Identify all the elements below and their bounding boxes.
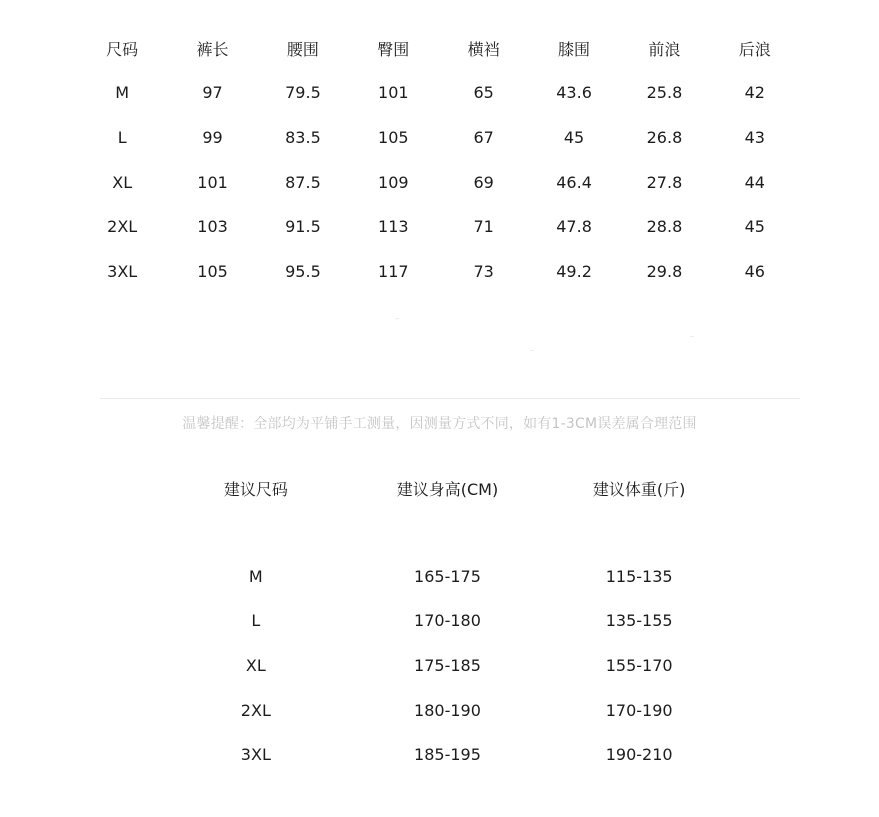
header-back-rise: 后浪 (738, 39, 771, 59)
header-recommended-weight: 建议体重(斤) (592, 479, 686, 499)
pants-length-cell: 103 (197, 217, 228, 237)
header-front-rise: 前浪 (648, 39, 681, 59)
knee-cell: 49.2 (556, 261, 592, 281)
table-row (160, 599, 735, 644)
back-rise-cell: 42 (744, 83, 765, 103)
measurement-table (77, 26, 800, 294)
height-cell: 170-180 (414, 611, 481, 631)
header-hip: 臀围 (377, 39, 410, 59)
height-cell: 175-185 (414, 655, 481, 675)
recommendation-header-row (160, 466, 735, 510)
size-cell: L (117, 127, 127, 147)
header-pants-length: 裤长 (196, 39, 229, 59)
scan-speck (530, 350, 534, 351)
weight-cell: 155-170 (605, 655, 673, 675)
measurement-notice: 温馨提醒：全部均为平铺手工测量，因测量方式不同，如有1-3CM误差属合理范围 (182, 416, 697, 432)
table-row (77, 115, 800, 160)
hip-cell: 105 (378, 127, 409, 147)
table-row (77, 249, 800, 294)
table-row (77, 160, 800, 205)
pants-length-cell: 101 (197, 172, 228, 192)
table-row (77, 204, 800, 249)
size-cell: 3XL (240, 745, 271, 765)
waist-cell: 91.5 (285, 217, 321, 237)
header-recommended-size: 建议尺码 (223, 479, 288, 499)
back-rise-cell: 44 (744, 172, 765, 192)
size-cell: XL (245, 655, 266, 675)
size-cell: 2XL (240, 700, 271, 720)
pants-length-cell: 99 (202, 127, 223, 147)
scan-speck (395, 318, 399, 319)
size-cell: L (251, 611, 261, 631)
measurement-header-row (77, 26, 800, 71)
thigh-cell: 71 (473, 217, 494, 237)
header-recommended-height: 建议身高(CM) (396, 479, 499, 499)
back-rise-cell: 43 (744, 127, 765, 147)
table-row (160, 643, 735, 688)
size-cell: M (248, 566, 263, 586)
weight-cell: 190-210 (605, 745, 673, 765)
hip-cell: 101 (378, 83, 409, 103)
size-cell: XL (112, 172, 133, 192)
height-cell: 180-190 (414, 700, 481, 720)
table-row (160, 732, 735, 777)
thigh-cell: 73 (473, 261, 494, 281)
pants-length-cell: 105 (197, 261, 228, 281)
back-rise-cell: 45 (744, 217, 765, 237)
front-rise-cell: 27.8 (646, 172, 683, 192)
size-cell: M (115, 83, 130, 103)
size-cell: 2XL (107, 217, 138, 237)
scan-speck (690, 336, 694, 337)
header-size: 尺码 (106, 39, 139, 59)
size-cell: 3XL (107, 261, 138, 281)
back-rise-cell: 46 (744, 261, 765, 281)
height-cell: 165-175 (414, 566, 481, 586)
weight-cell: 135-155 (605, 611, 673, 631)
table-spacer (160, 510, 735, 554)
front-rise-cell: 29.8 (646, 261, 683, 281)
hip-cell: 113 (378, 217, 409, 237)
knee-cell: 46.4 (556, 172, 592, 192)
weight-cell: 170-190 (605, 700, 673, 720)
pants-length-cell: 97 (202, 83, 223, 103)
knee-cell: 45 (563, 127, 585, 147)
table-row (160, 688, 735, 733)
thigh-cell: 67 (473, 127, 494, 147)
table-row (160, 554, 735, 599)
thigh-cell: 65 (473, 83, 494, 103)
header-knee: 膝围 (558, 39, 591, 59)
height-cell: 185-195 (414, 745, 481, 765)
waist-cell: 79.5 (285, 83, 321, 103)
knee-cell: 47.8 (556, 217, 592, 237)
front-rise-cell: 25.8 (646, 83, 683, 103)
knee-cell: 43.6 (556, 83, 592, 103)
front-rise-cell: 28.8 (646, 217, 683, 237)
section-divider (100, 398, 800, 399)
waist-cell: 95.5 (285, 261, 321, 281)
header-waist: 腰围 (286, 39, 319, 59)
waist-cell: 87.5 (285, 172, 321, 192)
front-rise-cell: 26.8 (646, 127, 683, 147)
weight-cell: 115-135 (605, 566, 673, 586)
recommendation-table (160, 466, 735, 777)
hip-cell: 109 (378, 172, 409, 192)
header-thigh: 横裆 (467, 39, 500, 59)
hip-cell: 117 (378, 261, 409, 281)
table-row (77, 71, 800, 116)
thigh-cell: 69 (473, 172, 494, 192)
waist-cell: 83.5 (285, 127, 321, 147)
